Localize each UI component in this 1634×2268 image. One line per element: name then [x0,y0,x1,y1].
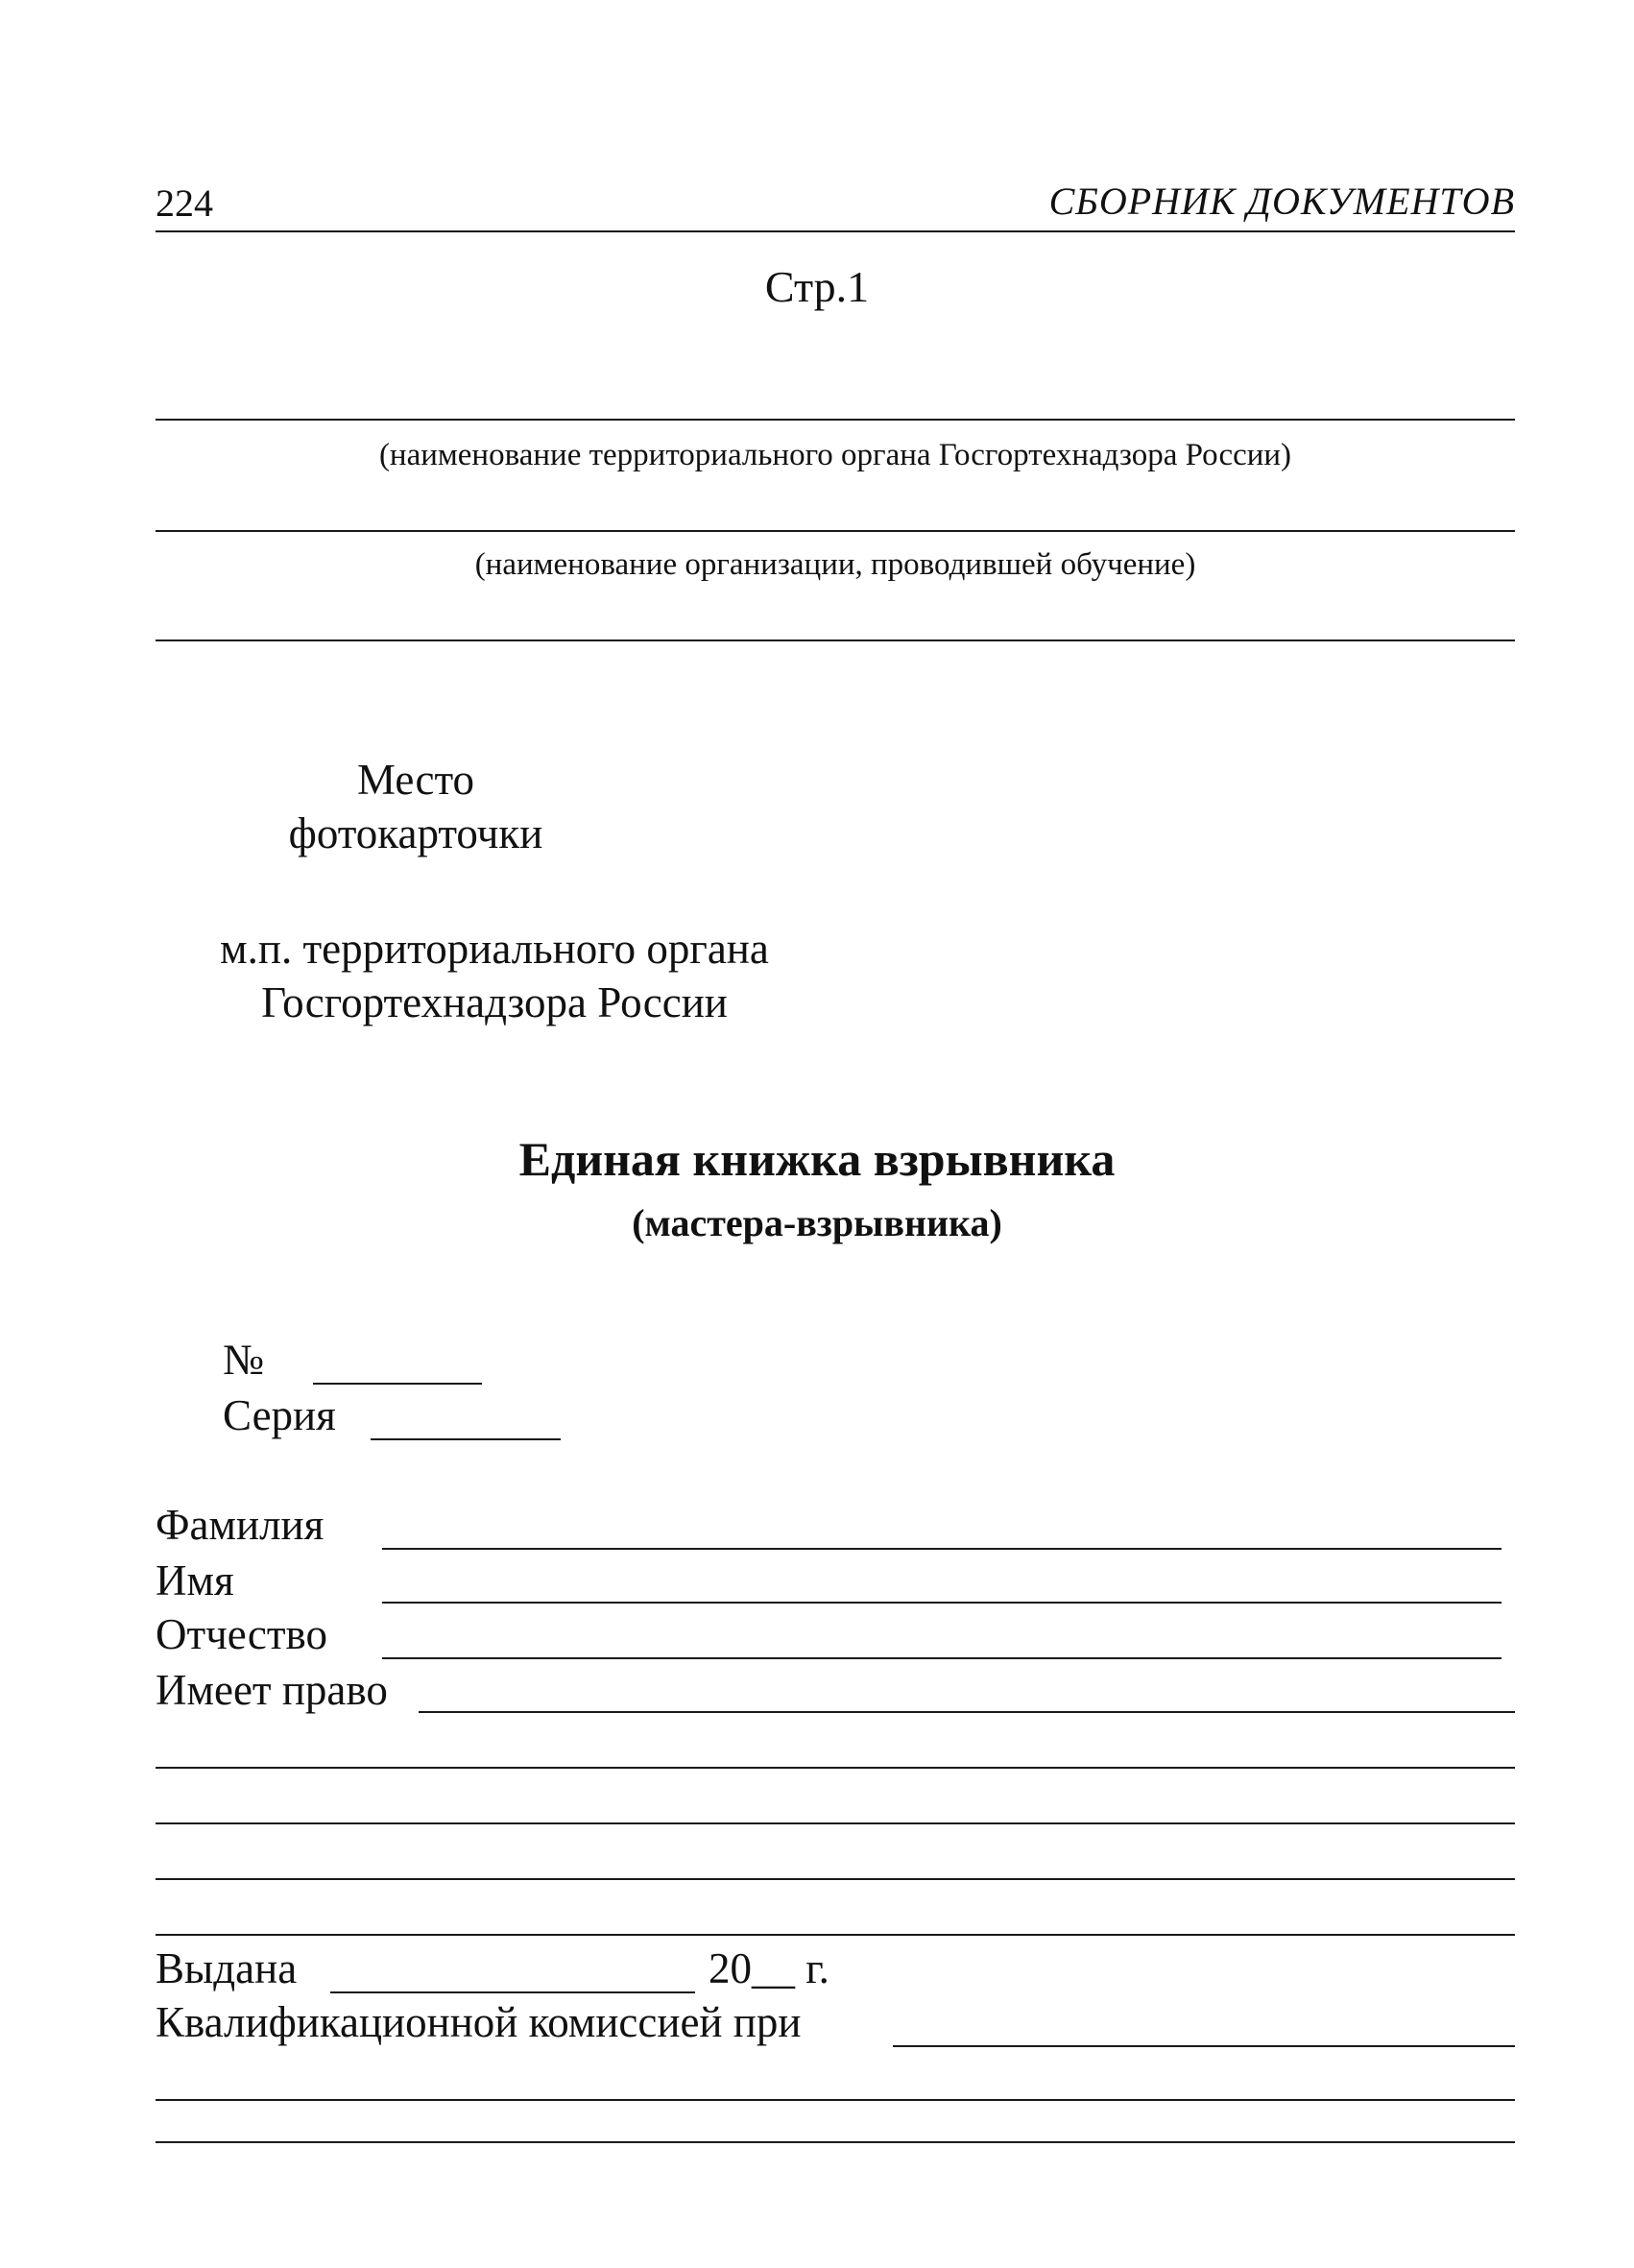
entitled-field-line-5[interactable] [156,1934,1515,1936]
name-field-line[interactable] [382,1602,1502,1604]
photo-placeholder [240,753,591,860]
commission-field-line[interactable] [893,2045,1515,2047]
entitled-field-line-2[interactable] [156,1767,1515,1769]
issued-year-label: 20__ г. [709,1944,829,1992]
territorial-body-caption: (наименование территориального органа Госгортехнадзора России) [378,438,1292,472]
document-title: Единая книжка взрывника [518,1132,1116,1186]
commission-field-line-2[interactable] [156,2099,1515,2101]
name-label: Имя [156,1556,234,1604]
patronymic-label: Отчество [156,1610,327,1658]
running-head: СБОРНИК ДОКУМЕНТОВ [1048,180,1515,223]
patronymic-field-line[interactable] [382,1657,1502,1659]
training-org-field-line[interactable] [156,530,1515,532]
issued-date-field-line[interactable] [330,1991,695,1993]
training-org-field-line-2[interactable] [156,639,1515,641]
entitled-label: Имеет право [156,1666,388,1714]
training-org-caption: (наименование организации, проводившей обучение) [474,547,1196,582]
number-field-line[interactable] [313,1383,482,1385]
number-label: № [223,1336,264,1384]
commission-field-line-3[interactable] [156,2141,1515,2143]
photo-label-line1: Место [356,756,475,804]
stamp-label-line2: Госгортехнадзора России [261,978,728,1026]
page-label: Стр.1 [764,262,870,311]
photo-label-line2: фотокарточки [288,809,543,857]
header-rule [156,230,1515,232]
entitled-field-line-4[interactable] [156,1878,1515,1880]
series-field-line[interactable] [371,1438,561,1440]
entitled-field-line[interactable] [419,1711,1515,1713]
stamp-label-line1: м.п. территориального органа [220,925,769,973]
commission-label: Квалификационной комиссией при [156,1998,802,2046]
document-subtitle: (мастера-взрывника) [632,1201,1002,1244]
issued-label: Выдана [156,1944,298,1992]
territorial-body-field-line[interactable] [156,419,1515,421]
surname-label: Фамилия [156,1501,324,1549]
entitled-field-line-3[interactable] [156,1822,1515,1824]
series-label: Серия [223,1391,336,1439]
stamp-placeholder [182,922,806,1029]
page-number: 224 [156,181,213,225]
surname-field-line[interactable] [382,1548,1502,1550]
